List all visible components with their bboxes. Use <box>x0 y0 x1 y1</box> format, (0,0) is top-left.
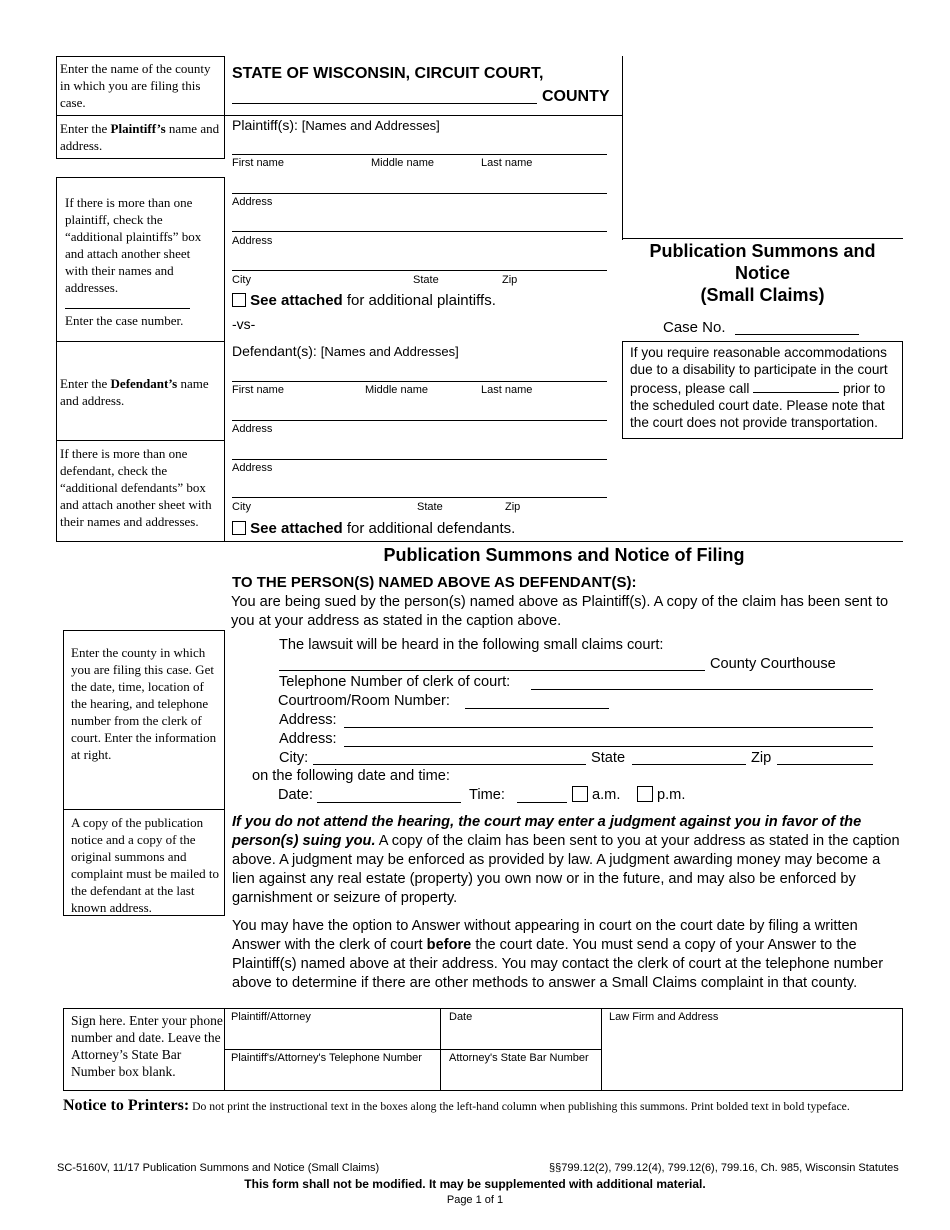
printers-notice: Notice to Printers: Do not print the instructional text in the boxes along the left-hand column when publishing this summons. Print bolded text in bold typeface. <box>63 1097 850 1114</box>
vs-label: -vs- <box>232 316 256 332</box>
judgment-paragraph: If you do not attend the hearing, the court may enter a judgment against you in favor of the person(s) suing you. A copy of the claim has been sent to you at your address as stated in the caption above. A judgment may be enforced as provided by law. A judgment awarding money may become a lien against any real estate (property) you own now or in the future, and may also be enforced by garnishment or seizure of property. <box>232 814 900 906</box>
notice-heading: Publication Summons and Notice of Filing <box>383 545 745 565</box>
defendant-address-line-1[interactable] <box>232 420 607 421</box>
county-label: COUNTY <box>542 88 610 105</box>
case-no-label: Case No. <box>663 319 726 336</box>
plaintiff-first-name-label: First name <box>232 157 284 169</box>
law-firm-field[interactable]: Law Firm and Address <box>609 1011 719 1023</box>
accommodation-notice-box <box>622 341 903 439</box>
form-title: Publication Summons and Notice (Small Claims) <box>649 241 876 305</box>
additional-plaintiffs-instruction-text: If there is more than one plaintiff, check the “additional plaintiffs” box and attach another sheet with their names and addresses. <box>65 195 202 295</box>
state-label: State <box>591 750 626 766</box>
defendant-address-label-2: Address <box>232 462 273 474</box>
address-label-2: Address: <box>279 731 337 747</box>
hearing-county-line[interactable] <box>279 670 705 671</box>
hearing-state-line[interactable] <box>632 764 746 765</box>
plaintiff-middle-name-label: Middle name <box>371 157 434 169</box>
additional-plaintiffs-instruction-box <box>56 177 225 342</box>
hearing-time-line[interactable] <box>517 802 567 803</box>
plaintiff-attorney-signature-field[interactable]: Plaintiff/Attorney <box>231 1011 311 1023</box>
additional-plaintiffs-checkbox[interactable] <box>232 293 246 307</box>
hearing-date-line[interactable] <box>317 802 461 803</box>
sued-paragraph: You are being sued by the person(s) named above as Plaintiff(s). A copy of the claim has been sent to you at your address as stated in the caption above. <box>231 594 889 629</box>
accommodation-notice-text: If you require reasonable accommodations due to a disability to participate in the court process, please call prior to the scheduled court date. Please note that the court does not provide transportation. <box>630 345 888 430</box>
mailing-instruction-text: A copy of the publication notice and a copy of the original summons and complaint must be mailed to the defendant at the last known address. <box>71 815 220 915</box>
defendant-instruction-box <box>56 341 225 441</box>
plaintiff-address-label-2: Address <box>232 235 273 247</box>
defendant-city-label: City <box>232 501 251 513</box>
plaintiff-state-label: State <box>413 274 439 286</box>
hearing-instruction-text: Enter the county in which you are filing this case. Get the date, time, location of the hearing, and telephone number from the clerk of court. Enter the information at right. <box>71 645 217 762</box>
telephone-line[interactable] <box>531 689 873 690</box>
footer-form-id: SC-5160V, 11/17 Publication Summons and Notice (Small Claims) <box>57 1162 380 1174</box>
county-instruction-box <box>56 56 225 116</box>
see-attached-label: See attached <box>250 520 343 537</box>
additional-defendants-checkbox[interactable] <box>232 521 246 535</box>
plaintiff-city-label: City <box>232 274 251 286</box>
address-label-1: Address: <box>279 712 337 728</box>
plaintiff-address-line-1[interactable] <box>232 193 607 194</box>
am-label: a.m. <box>592 787 621 803</box>
defendant-state-label: State <box>417 501 443 513</box>
hearing-zip-line[interactable] <box>777 764 873 765</box>
defendants-label: Defendant(s): [Names and Addresses] <box>232 343 459 359</box>
footer-statutes: §§799.12(2), 799.12(4), 799.12(6), 799.16, Ch. 985, Wisconsin Statutes <box>549 1162 899 1174</box>
sign-instruction-box <box>63 1008 225 1091</box>
plaintiff-address-line-2[interactable] <box>232 231 607 232</box>
mailing-instruction-box <box>63 809 225 916</box>
hearing-address-line-2[interactable] <box>344 746 873 747</box>
county-instruction-text: Enter the name of the county in which you are filing this case. <box>60 61 211 110</box>
defendant-address-line-2[interactable] <box>232 459 607 460</box>
plaintiff-name-line[interactable] <box>232 154 607 155</box>
defendant-middle-name-label: Middle name <box>365 384 428 396</box>
sign-instruction-text: Sign here. Enter your phone number and date. Leave the Attorney’s State Bar Number box blank. <box>71 1013 223 1079</box>
court-heading: STATE OF WISCONSIN, CIRCUIT COURT, <box>232 65 544 82</box>
answer-paragraph: You may have the option to Answer without appearing in court on the court date by filing a written Answer with the clerk of court before the court date. You must send a copy of your Answer to the Plaintiff(s) named above at their address. You may contact the clerk of court at the telephone number above to determine if there are other methods to answer a Small Claims complaint in that county. <box>232 918 884 991</box>
city-label: City: <box>279 750 309 766</box>
additional-defendants-row: See attached for additional defendants. <box>232 520 515 537</box>
hearing-address-line-1[interactable] <box>344 727 873 728</box>
pm-label: p.m. <box>657 787 686 803</box>
courtroom-label: Courtroom/Room Number: <box>278 693 450 709</box>
signature-date-field[interactable]: Date <box>449 1011 473 1023</box>
defendant-name-line[interactable] <box>232 381 607 382</box>
defendant-address-label-1: Address <box>232 423 273 435</box>
date-label: Date: <box>278 787 313 803</box>
plaintiffs-label: Plaintiff(s): [Names and Addresses] <box>232 117 440 133</box>
telephone-number-field[interactable]: Plaintiff's/Attorney's Telephone Number <box>231 1052 422 1064</box>
defendant-first-name-label: First name <box>232 384 284 396</box>
defendant-zip-label: Zip <box>505 501 521 513</box>
signature-table <box>224 1008 903 1091</box>
to-defendants-heading: TO THE PERSON(S) NAMED ABOVE AS DEFENDANT(S): <box>232 574 637 591</box>
plaintiff-instruction-text: Enter the Plaintiff’s name and address. <box>60 121 220 153</box>
footer-page-number: Page 1 of 1 <box>446 1194 504 1206</box>
am-checkbox[interactable] <box>572 786 588 802</box>
pm-checkbox[interactable] <box>637 786 653 802</box>
see-attached-label: See attached <box>250 292 343 309</box>
additional-defendants-instruction-text: If there is more than one defendant, check the “additional defendants” box and attach another sheet with their names and addresses. <box>60 446 212 529</box>
case-no-line[interactable] <box>735 334 859 335</box>
time-label: Time: <box>469 787 505 803</box>
plaintiff-address-label-1: Address <box>232 196 273 208</box>
heard-in-label: The lawsuit will be heard in the following small claims court: <box>279 637 664 653</box>
hearing-city-line[interactable] <box>313 764 586 765</box>
county-name-line[interactable] <box>232 103 537 104</box>
hearing-instruction-box <box>63 630 225 810</box>
additional-defendants-instruction-box <box>56 440 225 542</box>
telephone-label: Telephone Number of clerk of court: <box>279 674 511 690</box>
plaintiff-last-name-label: Last name <box>481 157 533 169</box>
courtroom-line[interactable] <box>465 708 609 709</box>
additional-plaintiffs-row: See attached for additional plaintiffs. <box>232 292 496 309</box>
plaintiff-city-line[interactable] <box>232 270 607 271</box>
bar-number-field[interactable]: Attorney's State Bar Number <box>449 1052 589 1064</box>
courthouse-label: County Courthouse <box>710 656 836 672</box>
defendant-instruction-text: Enter the Defendant’s name and address. <box>60 376 209 408</box>
date-time-label: on the following date and time: <box>252 768 450 784</box>
plaintiff-instruction-box <box>56 115 225 159</box>
zip-label: Zip <box>751 750 772 766</box>
accommodation-phone-line[interactable] <box>753 378 839 393</box>
footer-no-modify: This form shall not be modified. It may be supplemented with additional material. <box>244 1177 706 1191</box>
defendant-city-line[interactable] <box>232 497 607 498</box>
plaintiff-zip-label: Zip <box>502 274 518 286</box>
case-number-instruction-text: Enter the case number. <box>65 313 184 328</box>
defendant-last-name-label: Last name <box>481 384 533 396</box>
